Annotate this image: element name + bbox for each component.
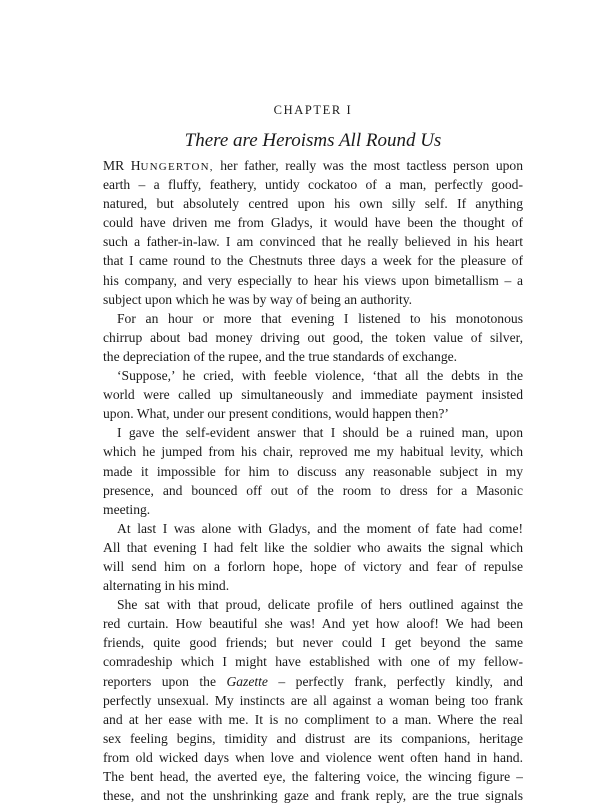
- text-line-22: will send him on a forlorn hope, hope of victory and fear of repulse: [103, 558, 523, 574]
- text-line-16: which he jumped from his chair, reproved me my habitual levity, which: [103, 444, 523, 460]
- text-line-13: world were called up simultaneously and immediate payment insisted: [103, 387, 523, 403]
- text-line-28: reporters upon the Gazette – perfectly frank, perfectly kindly, and: [103, 673, 523, 689]
- text-line-29: perfectly unsexual. My instincts are all against a woman being too frank: [103, 692, 523, 708]
- text-line-19: meeting.: [103, 501, 151, 517]
- text-line-2: earth – a fluffy, feathery, untidy cockatoo of a man, perfectly good-: [103, 177, 523, 193]
- text-line-7: his company, and very especially to hear his views upon bimetallism – a: [103, 272, 523, 288]
- text-line-14: upon. What, under our present conditions, would happen then?’: [103, 406, 449, 422]
- text-line-26: friends, quite good friends; but never could I get beyond the same: [103, 635, 523, 651]
- text-line-1: MR HUNGERTON, her father, really was the most tactless person upon: [103, 158, 523, 173]
- text-line-20: At last I was alone with Gladys, and the moment of fate had come!: [117, 520, 523, 536]
- text-line-12: ‘Suppose,’ he cried, with feeble violence, ‘that all the debts in the: [117, 368, 523, 384]
- text-line-4: could have driven me from Gladys, it would have been the thought of: [103, 215, 523, 231]
- chapter-title: There are Heroisms All Round Us: [184, 130, 442, 151]
- text-line-5: such a father-in-law. I am convinced that he really believed in his heart: [103, 234, 523, 250]
- text-line-33: The bent head, the averted eye, the faltering voice, the wincing figure –: [103, 769, 523, 784]
- text-line-6: that I came round to the Chestnuts three days a week for the pleasure of: [103, 253, 523, 269]
- text-line-3: natured, but absolutely centred upon his own silly self. If anything: [103, 196, 523, 212]
- text-line-11: the depreciation of the rupee, and the true standards of exchange.: [103, 348, 458, 364]
- text-line-15: I gave the self-evident answer that I should be a ruined man, upon: [117, 425, 523, 441]
- chapter-label: CHAPTER I: [273, 103, 353, 117]
- book-page: [103, 0, 523, 804]
- text-line-25: red curtain. How beautiful she was! And yet how aloof! We had been: [103, 616, 523, 632]
- text-line-18: presence, and bounced off out of the room to dress for a Masonic: [103, 482, 523, 498]
- text-line-34: these, and not the unshrinking gaze and frank reply, are the true signals: [103, 788, 523, 804]
- text-line-32: from old wicked days when love and violence went often hand in hand.: [103, 749, 523, 765]
- text-line-27: comradeship which I might have established with one of my fellow-: [103, 654, 523, 670]
- text-line-31: sex feeling begins, timidity and distrust are its companions, heritage: [103, 730, 523, 746]
- text-line-24: She sat with that proud, delicate profile of hers outlined against the: [117, 597, 523, 613]
- text-line-21: All that evening I had felt like the soldier who awaits the signal which: [103, 539, 523, 555]
- text-line-10: chirrup about bad money driving out good, the token value of silver,: [103, 329, 523, 345]
- text-line-23: alternating in his mind.: [103, 578, 230, 594]
- text-line-30: and at her ease with me. It is no compliment to a man. Where the real: [103, 711, 523, 727]
- text-line-8: subject upon which he was by way of being an authority.: [103, 291, 413, 307]
- text-line-9: For an hour or more that evening I listened to his monotonous: [117, 310, 523, 326]
- chapter-body: [103, 156, 523, 805]
- text-line-17: made it impossible for him to discuss any reasonable subject in my: [103, 463, 523, 479]
- opening-name-initials: MR H: [103, 158, 141, 173]
- opening-name-rest: UNGERTON,: [140, 161, 214, 173]
- italic-gazette: Gazette: [226, 673, 268, 689]
